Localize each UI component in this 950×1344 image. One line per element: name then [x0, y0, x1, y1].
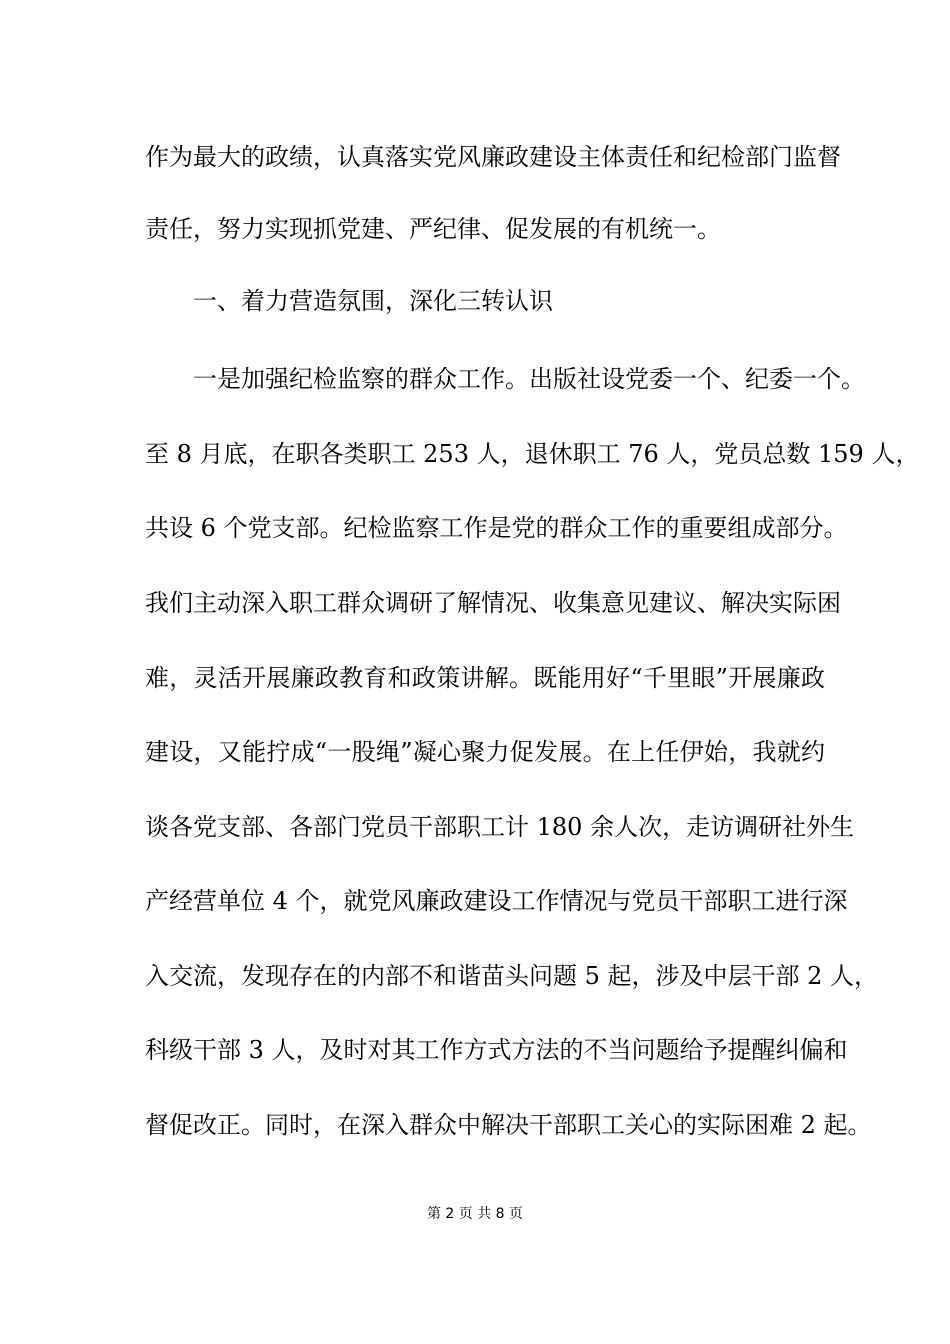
text-line-1: 作为最大的政绩，认真落实党风廉政建设主体责任和纪检部门监督 — [145, 143, 841, 171]
text-line-11: 产经营单位 4 个，就党风廉政建设工作情况与党员干部职工进行深 — [145, 887, 848, 915]
text-line-13: 科级干部 3 人，及时对其工作方式方法的不当问题给予提醒纠偏和 — [145, 1036, 848, 1064]
text-line-14: 督促改正。同时，在深入群众中解决干部职工关心的实际困难 2 起。 — [145, 1111, 872, 1139]
text-line-9: 建设，又能拧成“一股绳”凝心聚力促发展。在上任伊始，我就约 — [145, 738, 825, 766]
text-line-8: 难，灵活开展廉政教育和政策讲解。既能用好“千里眼”开展廉政 — [145, 664, 825, 692]
section-heading: 一、着力营造氛围，深化三转认识 — [193, 287, 553, 315]
text-line-4: 一是加强纪检监察的群众工作。出版社设党委一个、纪委一个。 — [193, 365, 865, 393]
text-line-5: 至 8 月底，在职各类职工 253 人，退休职工 76 人，党员总数 159 人， — [145, 440, 920, 468]
text-line-2: 责任，努力实现抓党建、严纪律、促发展的有机统一。 — [145, 215, 721, 243]
page-number-footer: 第 2 页 共 8 页 — [426, 1206, 524, 1222]
text-line-10: 谈各党支部、各部门党员干部职工计 180 余人次，走访调研社外生 — [145, 813, 855, 841]
text-line-6: 共设 6 个党支部。纪检监察工作是党的群众工作的重要组成部分。 — [145, 514, 848, 542]
text-line-7: 我们主动深入职工群众调研了解情况、收集意见建议、解决实际困 — [145, 589, 841, 617]
text-line-12: 入交流，发现存在的内部不和谐苗头问题 5 起，涉及中层干部 2 人， — [145, 962, 879, 990]
